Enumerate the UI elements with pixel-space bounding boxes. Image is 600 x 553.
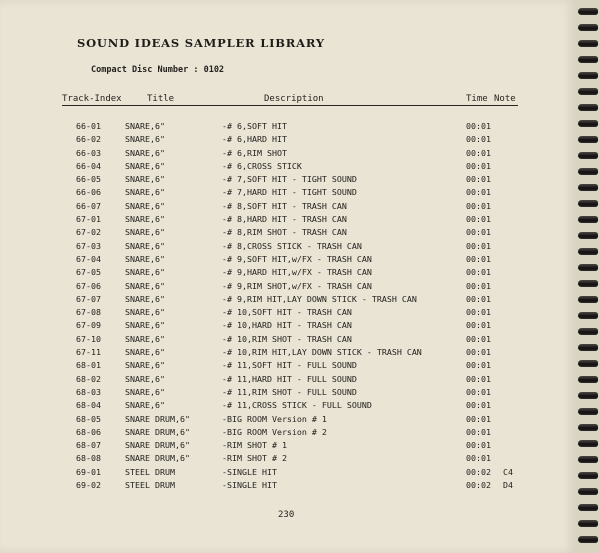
time-cell: 00:01 [466,320,491,331]
title-cell: SNARE,6" [125,400,165,411]
header-track-index: Track-Index [62,94,122,104]
table-row [0,227,576,240]
table-row [0,427,576,440]
spiral-loop [578,136,598,143]
table-row [0,201,576,214]
track-index-cell: 68-07 [76,440,101,451]
time-cell: 00:01 [466,360,491,371]
track-index-cell: 66-01 [76,121,101,131]
table-row [0,374,576,387]
description-cell: -# 10,RIM HIT,LAY DOWN STICK - TRASH CAN [222,347,422,358]
track-index-cell: 68-05 [76,413,101,424]
description-cell: -# 11,RIM SHOT - FULL SOUND [222,386,357,397]
title-cell: SNARE DRUM,6" [125,426,190,437]
table-row [0,387,576,400]
time-cell: 00:01 [466,413,491,424]
title-cell: SNARE DRUM,6" [125,453,190,464]
table-row [0,400,576,413]
track-index-cell: 67-01 [76,214,101,225]
spiral-loop [578,264,598,271]
table-row [0,134,576,147]
spiral-loop [578,504,598,511]
table-row [0,281,576,294]
description-cell: -SINGLE HIT [222,466,277,477]
time-cell: 00:01 [466,453,491,464]
table-row [0,467,576,480]
title-cell: SNARE DRUM,6" [125,413,190,424]
description-cell: -BIG ROOM Version # 1 [222,413,327,424]
time-cell: 00:01 [466,121,491,131]
spiral-loop [578,184,598,191]
track-index-cell: 67-09 [76,320,101,331]
spiral-loop [578,408,598,415]
spiral-loop [578,344,598,351]
disc-number-label: Compact Disc Number : 0102 [91,65,225,75]
table-row [0,241,576,254]
track-index-cell: 66-06 [76,187,101,198]
description-cell: -# 6,CROSS STICK [222,160,302,171]
description-cell: -# 8,CROSS STICK - TRASH CAN [222,240,362,251]
track-index-cell: 67-03 [76,240,101,251]
spiral-loop [578,88,598,95]
track-index-cell: 67-08 [76,307,101,318]
table-row [0,453,576,466]
spiral-loop [578,376,598,383]
spiral-loop [578,24,598,31]
description-cell: -# 6,HARD HIT [222,134,287,145]
title-cell: SNARE,6" [125,373,165,384]
title-cell: SNARE,6" [125,187,165,198]
track-index-cell: 67-06 [76,280,101,291]
spiral-loop [578,8,598,15]
time-cell: 00:01 [466,134,491,145]
time-cell: 00:01 [466,347,491,358]
time-cell: 00:01 [466,333,491,344]
description-cell: -# 10,RIM SHOT - TRASH CAN [222,333,352,344]
track-index-cell: 68-02 [76,373,101,384]
header-note: Note [494,94,516,104]
title-cell: SNARE,6" [125,293,165,304]
title-cell: SNARE,6" [125,134,165,145]
description-cell: -# 10,SOFT HIT - TRASH CAN [222,307,352,318]
spiral-loop [578,168,598,175]
description-cell: -# 9,RIM HIT,LAY DOWN STICK - TRASH CAN [222,293,417,304]
spiral-loop [578,328,598,335]
track-list [0,121,576,493]
description-cell: -RIM SHOT # 2 [222,453,287,464]
table-row [0,214,576,227]
description-cell: -# 8,SOFT HIT - TRASH CAN [222,200,347,211]
spiral-loop [578,56,598,63]
spiral-loop [578,40,598,47]
table-row [0,320,576,333]
description-cell: -# 11,SOFT HIT - FULL SOUND [222,360,357,371]
table-row [0,148,576,161]
description-cell: -# 9,HARD HIT,w/FX - TRASH CAN [222,267,372,278]
description-cell: -# 9,SOFT HIT,w/FX - TRASH CAN [222,253,372,264]
time-cell: 00:01 [466,160,491,171]
title-cell: SNARE,6" [125,160,165,171]
description-cell: -# 11,CROSS STICK - FULL SOUND [222,400,372,411]
title-cell: SNARE,6" [125,227,165,238]
note-cell: D4 [503,480,513,491]
spiral-loop [578,120,598,127]
track-index-cell: 67-11 [76,347,101,358]
title-cell: SNARE,6" [125,174,165,185]
title-cell: SNARE,6" [125,267,165,278]
table-row [0,254,576,267]
spiral-loop [578,392,598,399]
track-index-cell: 68-06 [76,426,101,437]
time-cell: 00:01 [466,187,491,198]
note-cell: C4 [503,466,513,477]
table-row [0,334,576,347]
spiral-loop [578,280,598,287]
description-cell: -# 7,HARD HIT - TIGHT SOUND [222,187,357,198]
table-row [0,347,576,360]
time-cell: 00:01 [466,373,491,384]
title-cell: SNARE,6" [125,280,165,291]
track-index-cell: 67-04 [76,253,101,264]
table-row [0,161,576,174]
spiral-loop [578,296,598,303]
track-index-cell: 66-07 [76,200,101,211]
title-cell: SNARE,6" [125,360,165,371]
spiral-loop [578,456,598,463]
spiral-loop [578,232,598,239]
title-cell: SNARE,6" [125,386,165,397]
table-row [0,360,576,373]
title-cell: SNARE,6" [125,253,165,264]
title-cell: SNARE,6" [125,307,165,318]
title-cell: SNARE DRUM,6" [125,440,190,451]
spiral-loop [578,520,598,527]
spiral-loop [578,424,598,431]
header-title: Title [147,94,175,104]
spiral-binding [576,0,600,553]
time-cell: 00:01 [466,386,491,397]
track-index-cell: 69-02 [76,480,101,491]
spiral-loop [578,360,598,367]
spiral-loop [578,440,598,447]
time-cell: 00:01 [466,267,491,278]
title-cell: SNARE,6" [125,121,165,131]
spiral-loop [578,104,598,111]
table-row [0,307,576,320]
time-cell: 00:01 [466,200,491,211]
description-cell: -BIG ROOM Version # 2 [222,426,327,437]
table-row [0,174,576,187]
spiral-loop [578,312,598,319]
track-index-cell: 68-03 [76,386,101,397]
spiral-loop [578,72,598,79]
track-index-cell: 66-05 [76,174,101,185]
header-divider [62,105,518,106]
time-cell: 00:01 [466,307,491,318]
title-cell: SNARE,6" [125,240,165,251]
track-index-cell: 66-03 [76,147,101,158]
time-cell: 00:01 [466,280,491,291]
title-cell: SNARE,6" [125,200,165,211]
header-time: Time [466,94,488,104]
track-index-cell: 68-08 [76,453,101,464]
description-cell: -# 6,RIM SHOT [222,147,287,158]
page-number: 230 [278,510,295,520]
table-row [0,294,576,307]
table-row [0,267,576,280]
track-index-cell: 68-01 [76,360,101,371]
spiral-loop [578,248,598,255]
description-cell: -# 11,HARD HIT - FULL SOUND [222,373,357,384]
title-cell: STEEL DRUM [125,480,175,491]
table-row [0,440,576,453]
time-cell: 00:01 [466,293,491,304]
time-cell: 00:01 [466,253,491,264]
page-title: SOUND IDEAS SAMPLER LIBRARY [77,36,325,50]
description-cell: -# 7,SOFT HIT - TIGHT SOUND [222,174,357,185]
time-cell: 00:02 [466,480,491,491]
time-cell: 00:01 [466,240,491,251]
spiral-loop [578,488,598,495]
time-cell: 00:01 [466,440,491,451]
description-cell: -# 9,RIM SHOT,w/FX - TRASH CAN [222,280,372,291]
spiral-loop [578,472,598,479]
table-row [0,414,576,427]
title-cell: SNARE,6" [125,333,165,344]
spiral-loop [578,536,598,543]
time-cell: 00:01 [466,214,491,225]
track-index-cell: 67-05 [76,267,101,278]
description-cell: -SINGLE HIT [222,480,277,491]
track-index-cell: 66-02 [76,134,101,145]
title-cell: SNARE,6" [125,347,165,358]
track-index-cell: 67-10 [76,333,101,344]
description-cell: -# 8,RIM SHOT - TRASH CAN [222,227,347,238]
description-cell: -# 8,HARD HIT - TRASH CAN [222,214,347,225]
table-row [0,480,576,493]
track-index-cell: 67-07 [76,293,101,304]
title-cell: SNARE,6" [125,147,165,158]
spiral-loop [578,216,598,223]
track-index-cell: 68-04 [76,400,101,411]
description-cell: -# 6,SOFT HIT [222,121,287,131]
title-cell: SNARE,6" [125,320,165,331]
description-cell: -RIM SHOT # 1 [222,440,287,451]
track-index-cell: 66-04 [76,160,101,171]
title-cell: STEEL DRUM [125,466,175,477]
time-cell: 00:01 [466,400,491,411]
title-cell: SNARE,6" [125,214,165,225]
track-index-cell: 67-02 [76,227,101,238]
time-cell: 00:01 [466,426,491,437]
time-cell: 00:02 [466,466,491,477]
header-description: Description [264,94,324,104]
table-row [0,121,576,134]
spiral-loop [578,152,598,159]
track-index-cell: 69-01 [76,466,101,477]
time-cell: 00:01 [466,227,491,238]
time-cell: 00:01 [466,147,491,158]
table-row [0,187,576,200]
spiral-loop [578,200,598,207]
time-cell: 00:01 [466,174,491,185]
description-cell: -# 10,HARD HIT - TRASH CAN [222,320,352,331]
